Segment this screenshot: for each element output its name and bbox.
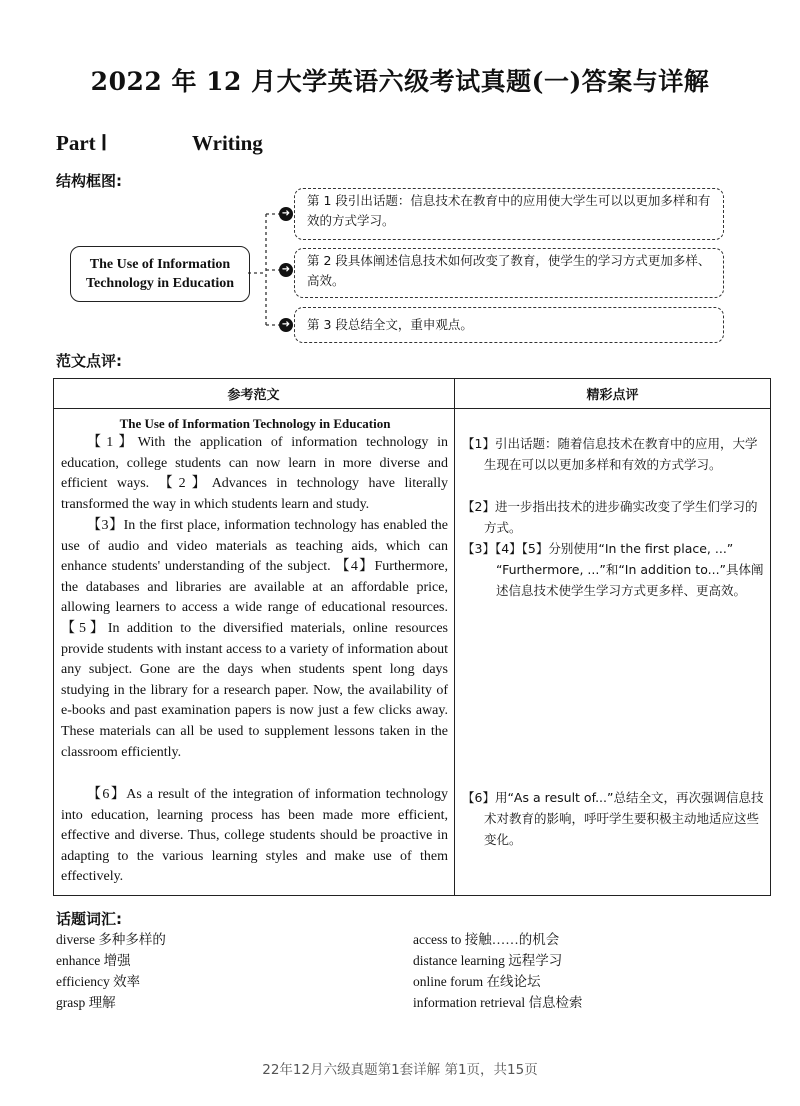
vocab-item: access to 接触……的机会 [413,932,560,947]
column-header-comments: 精彩点评 [586,388,639,403]
vocabulary-heading: 话题词汇: [56,910,122,928]
header-rule [53,408,771,409]
comment-1: 【1】引出话题：随着信息技术在教育中的应用，大学生现在可以以更加多样和有效的方式学习。 [462,436,758,472]
vocab-item: grasp 理解 [56,995,116,1010]
vocabulary-list-left [56,929,166,1013]
structure-heading: 结构框图: [56,172,122,190]
arrow-circle-icon: ➜ [279,263,293,277]
essay-paragraph-1: 【1】With the application of information technology in education, college students can now learn in more diverse and efficient ways. 【2】Advances in technology have literally transformed the way in which students learn and study. [61,435,448,512]
vocabulary-list-right [413,929,582,1013]
essay-paragraph-3: 【6】As a result of the integration of information technology into education, learning process has been made more efficient, effective and diverse. Thus, college students should be proactive in adapting to the various learning styles and make use of them effectively. [61,787,448,885]
vocab-item: enhance 增强 [56,953,131,968]
vocab-item: information retrieval 信息检索 [413,995,583,1010]
arrow-circle-icon: ➜ [279,318,293,332]
structure-root-node [70,246,250,302]
vocab-item: distance learning 远程学习 [413,953,563,968]
part-label: Part Ⅰ [56,131,108,155]
structure-branch-paragraph-2: 第 2 段具体阐述信息技术如何改变了教育，使学生的学习方式更加多样、高效。 [294,248,724,298]
vocab-item: efficiency 效率 [56,974,141,989]
root-node-line-2: Technology in Education [85,276,235,291]
part-title: Writing [192,131,263,155]
vocab-item: diverse 多种多样的 [56,932,166,947]
page-footer: 22年12月六级真题第1套详解 第1页，共15页 [262,1062,538,1078]
page-title: 2022 年 12 月大学英语六级考试真题(一)答案与详解 [90,67,710,96]
vocab-item: online forum 在线论坛 [413,974,541,989]
structure-branch-paragraph-1: 第 1 段引出话题：信息技术在教育中的应用使大学生可以以更加多样和有效的方式学习。 [294,188,724,240]
column-header-sample-essay: 参考范文 [227,388,280,403]
comment-3: 【3】【4】【5】分别使用“In the first place, ...” “Furthermore, ...”和“In addition to...”具体阐述信息技术使学生学习方式更多样、更高效。 [462,541,764,598]
structure-branch-paragraph-3: 第 3 段总结全文，重申观点。 [294,307,724,343]
comment-4: 【6】用“As a result of...”总结全文，再次强调信息技术对教育的影响，呼吁学生要积极主动地适应这些变化。 [462,790,764,847]
essay-section-heading: 范文点评: [56,352,122,370]
arrow-circle-icon: ➜ [279,207,293,221]
essay-title: The Use of Information Technology in Education [119,416,391,431]
root-node-line-1: The Use of Information [89,257,231,272]
column-divider [454,378,455,896]
essay-paragraph-2: 【3】In the first place, information technology has enabled the use of audio and video materials as teaching aids, which can enhance students' understanding of the subject. 【4】Furthermore, the databases and libraries are available at an affordable price, allowing learners to access a wide range of educational resources. 【5】In addition to the diversified materials, online resources provide students with instant access to a variety of information about any subject. Gone are the days when students spent long days studying in the library for a research paper. Now, the availability of e-books and past examination papers is now just a few clicks away. These materials can all be used to supplement lessons taken in the classroom efficiently. [61,518,448,760]
comment-2: 【2】进一步指出技术的进步确实改变了学生们学习的方式。 [462,499,758,535]
